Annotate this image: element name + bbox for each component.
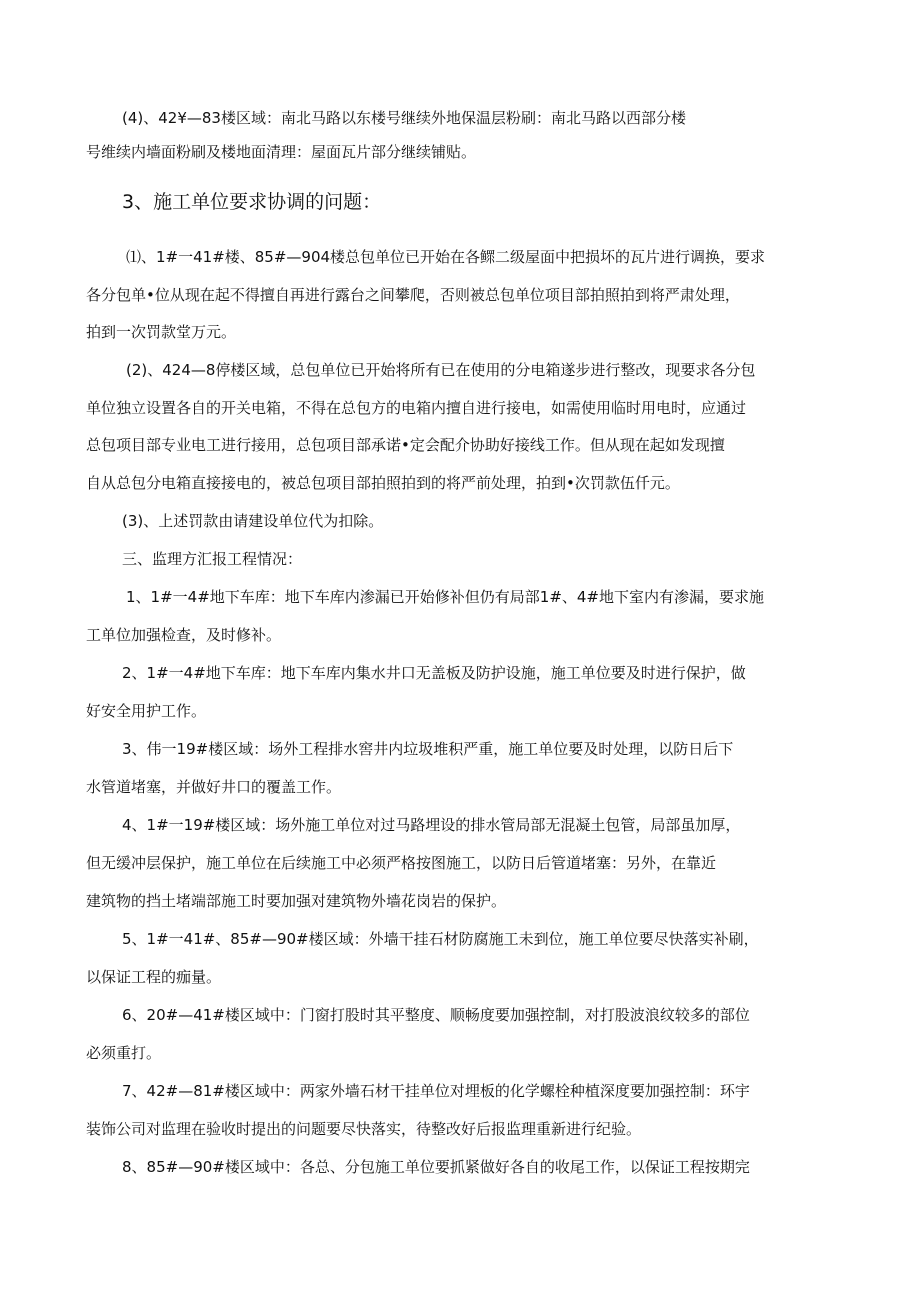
coord-item-1-line-1: ⑴、1#一41#楼、85#—904楼总包单位已开始在各鳏二级屋面中把损坏的瓦片进行调换，要求 (126, 248, 766, 266)
supervision-item-7-line-1: 7、42#—81#楼区域中：两家外墙石材干挂单位对埋板的化学螺栓种植深度要加强控制：环宇 (122, 1082, 750, 1100)
supervision-item-2-line-2: 好安全用护工作。 (86, 702, 207, 720)
supervision-item-2-line-1: 2、1#一4#地下车库：地下车库内集水井口无盖板及防护设施，施工单位要及时进行保护，做 (122, 664, 746, 682)
coord-item-1-line-3: 拍到一次罚款堂万元。 (86, 323, 237, 341)
coord-item-2-line-3: 总包项目部专业电工进行接用，总包项目部承诺•定会配介协助好接线工作。但从现在起如发现擅 (86, 436, 725, 454)
supervision-item-4-line-3: 建筑物的挡土堵端部施工时要加强对建筑物外墙花岗岩的保护。 (86, 892, 507, 910)
coord-item-2-line-1: (2)、424—8停楼区域，总包单位已开始将所有已在使用的分电箱遂步进行整改，现要求各分包 (126, 361, 756, 379)
supervision-item-6-line-1: 6、20#—41#楼区域中：门窗打股时其平整度、顺畅度要加强控制，对打股波浪纹较多的部位 (122, 1006, 750, 1024)
coord-item-1-line-2: 各分包单•位从现在起不得擅自再进行露台之间攀爬，否则被总包单位项目部拍照拍到将严肃处理， (86, 286, 740, 304)
supervision-item-1-line-1: 1、1#一4#地下车库：地下车库内渗漏已开始修补但仍有局部1#、4#地下室内有渗漏，要求施 (126, 588, 764, 606)
supervision-item-3-line-1: 3、伟一19#楼区域：场外工程排水窖井内垃圾堆积严重，施工单位要及时处理，以防日后下 (122, 740, 734, 758)
coord-item-3: (3)、上述罚款由请建设单位代为扣除。 (122, 512, 384, 530)
section-heading-3: 3、施工单位要求协调的问题： (122, 191, 382, 213)
supervision-item-7-line-2: 装饰公司对监理在验收时提出的问题要尽快落实，待整改好后报监理重新进行纪验。 (86, 1120, 642, 1138)
paragraph-4-line-2: 号维续内墙面粉刷及楼地面清理：屋面瓦片部分继续铺贴。 (86, 143, 477, 161)
supervision-item-5-line-1: 5、1#一41#、85#—90#楼区域：外墙干挂石材防腐施工未到位，施工单位要尽快落实补刷， (122, 930, 759, 948)
section-heading-supervision: 三、监理方汇报工程情况： (122, 550, 303, 568)
supervision-item-6-line-2: 必须重打。 (86, 1044, 162, 1062)
coord-item-2-line-4: 自从总包分电箱直接接电的，被总包项目部拍照拍到的将严前处理，拍到•次罚款伍仟元。 (86, 474, 680, 492)
supervision-item-4-line-2: 但无缓冲层保护，施工单位在后续施工中必须严格按图施工，以防日后管道堵塞：另外，在靠近 (86, 854, 717, 872)
supervision-item-4-line-1: 4、1#一19#楼区域：场外施工单位对过马路埋设的排水管局部无混凝土包管，局部虽加厚， (122, 816, 741, 834)
supervision-item-5-line-2: 以保证工程的痂量。 (86, 968, 222, 986)
supervision-item-3-line-2: 水管道堵塞，并做好井口的覆盖工作。 (86, 778, 342, 796)
coord-item-2-line-2: 单位独立设置各自的开关电箱，不得在总包方的电箱内擅自进行接电，如需使用临时用电时，应通过 (86, 399, 747, 417)
paragraph-4-line-1: (4)、42¥—83楼区域：南北马路以东楼号继续外地保温层粉刷：南北马路以西部分楼 (122, 109, 686, 127)
supervision-item-1-line-2: 工单位加强检查，及时修补。 (86, 626, 282, 644)
supervision-item-8-line-1: 8、85#—90#楼区域中：各总、分包施工单位要抓紧做好各自的收尾工作，以保证工程按期完 (122, 1158, 750, 1176)
